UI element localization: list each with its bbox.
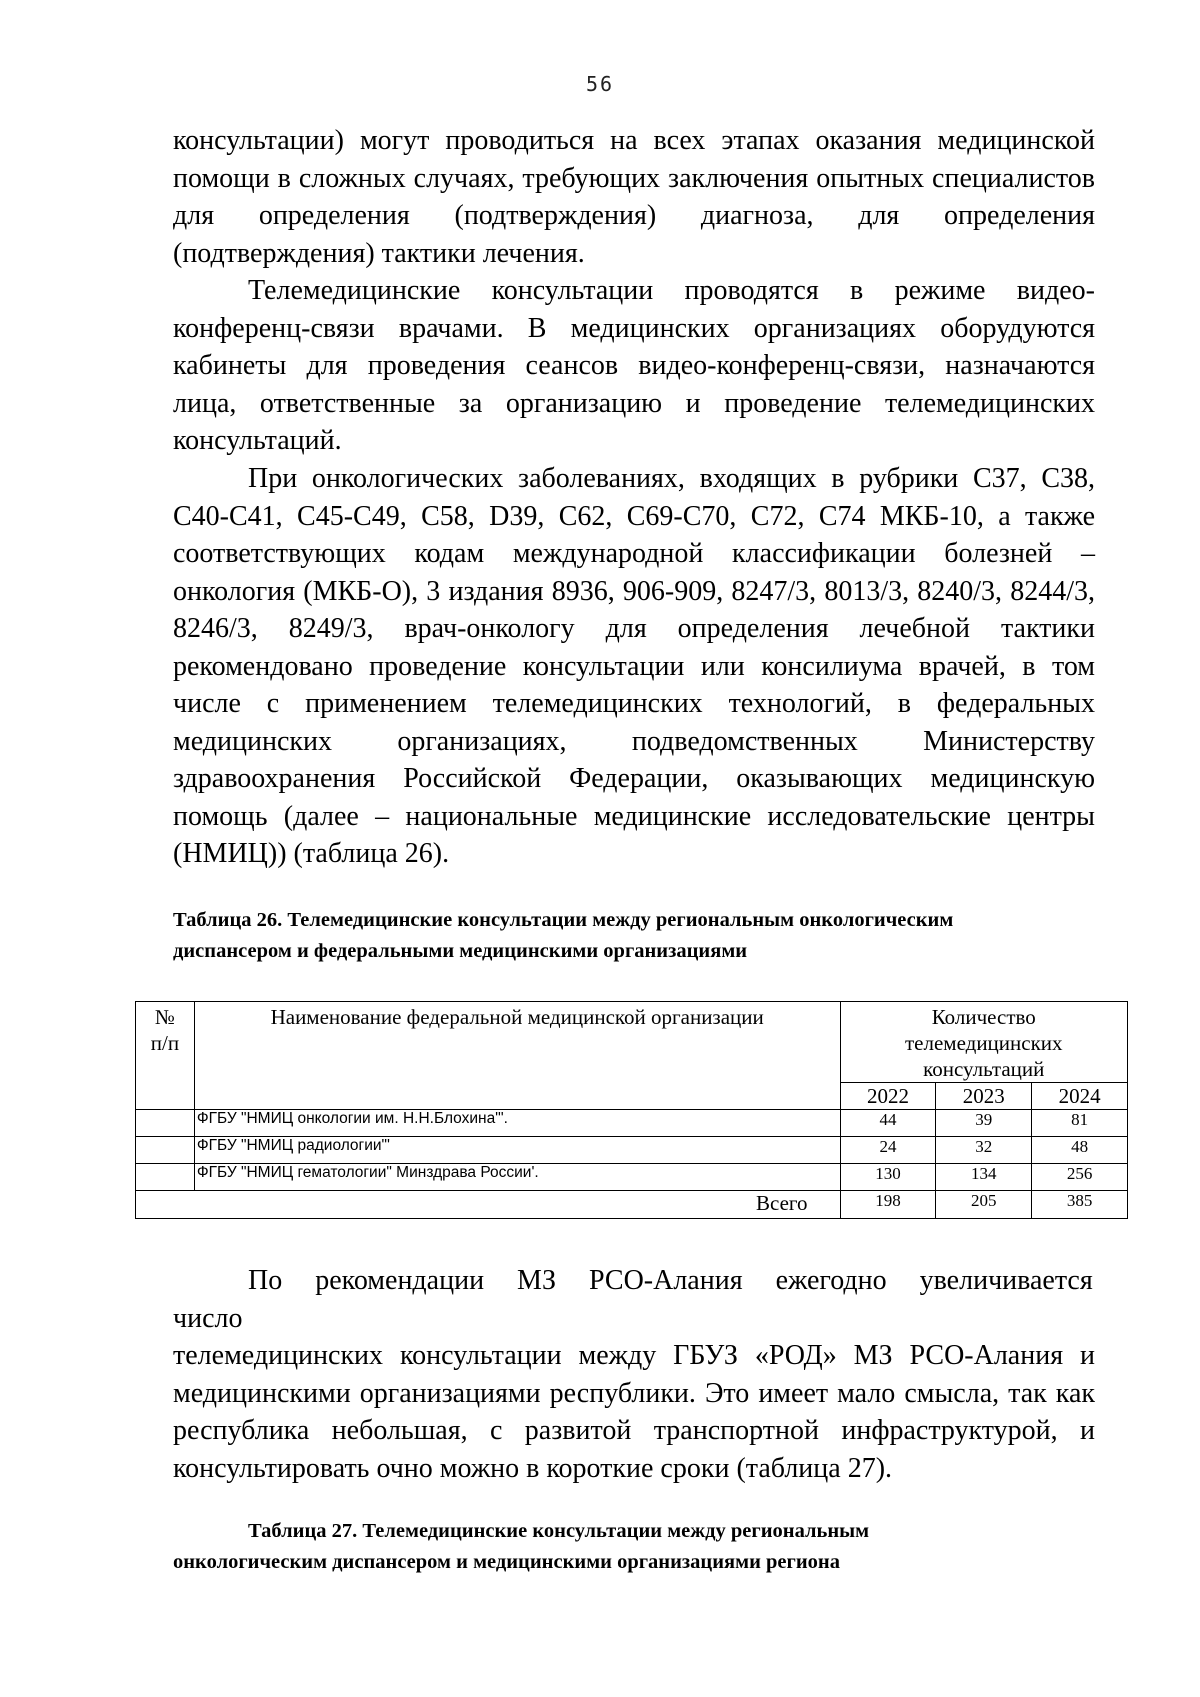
year-2022: 2022 — [840, 1083, 936, 1110]
table27-caption-line1: Таблица 27. Телемедицинские консультации между региональным — [248, 1520, 870, 1542]
header-qty — [840, 1002, 1127, 1083]
table-row — [136, 1110, 1128, 1137]
paragraph-4-line2: число — [173, 1302, 243, 1334]
header-qty-line2: телемедицинских — [905, 1031, 1063, 1055]
row-num — [136, 1164, 195, 1191]
total-2023: 205 — [936, 1191, 1032, 1219]
value-2023: 134 — [936, 1164, 1032, 1191]
value-2024: 256 — [1032, 1164, 1128, 1191]
table27-caption — [173, 1516, 1093, 1578]
paragraph-4 — [173, 1262, 1095, 1487]
page-number: 56 — [585, 72, 615, 96]
table26 — [135, 1001, 1128, 1219]
row-num — [136, 1137, 195, 1164]
value-2022: 44 — [840, 1110, 936, 1137]
year-2023: 2023 — [936, 1083, 1032, 1110]
header-qty-line1: Количество — [931, 1005, 1036, 1029]
value-2023: 39 — [936, 1110, 1032, 1137]
paragraph-1: консультации) могут проводиться на всех этапах оказания медицинской помощи в сложных случаях, требующих заключения опытных специалистов для определения (подтверждения) диагноза, для определения (подтверждения) тактики лечения. — [173, 125, 1095, 269]
table26-caption-line2: диспансером и федеральными медицинскими организациями — [173, 940, 748, 962]
header-name: Наименование федеральной медицинской организации — [194, 1002, 840, 1110]
total-2022: 198 — [840, 1191, 936, 1219]
paragraph-3: При онкологических заболеваниях, входящих в рубрики С37, С38, С40-С41, С45-С49, С58, D39, С62, С69-С70, С72, С74 МКБ-10, а также соответствующих кодам международной классификации болезней – онкология (МКБ-О), 3 издания 8936, 906-909, 8247/3, 8013/3, 8240/3, 8244/3, 8246/3, 8249/3, врач-онкологу для определения лечебной тактики рекомендовано проведение консультации или консилиума врачей, в том числе с применением телемедицинских технологий, в федеральных медицинских организациях, подведомственных Министерству здравоохранения Российской Федерации, оказывающих медицинскую помощь (далее – национальные медицинские исследовательские центры (НМИЦ)) (таблица 26). — [173, 463, 1095, 869]
org-name: ФГБУ "НМИЦ онкологии им. Н.Н.Блохина"'. — [194, 1110, 840, 1137]
paragraph-2: Телемедицинские консультации проводятся в режиме видео-конференц-связи врачами. В медицинских организациях оборудуются кабинеты для проведения сеансов видео-конференц-связи, назначаются лица, ответственные за организацию и проведение телемедицинских консультаций. — [173, 275, 1095, 456]
header-num-line2: п/п — [150, 1031, 180, 1055]
header-qty-line3: консультаций — [923, 1057, 1045, 1081]
year-2024: 2024 — [1032, 1083, 1128, 1110]
org-name: ФГБУ "НМИЦ радиологии"' — [194, 1137, 840, 1164]
header-num-line1: № — [154, 1005, 175, 1029]
value-2023: 32 — [936, 1137, 1032, 1164]
paragraph-4-rest: телемедицинских консультации между ГБУЗ «РОД» МЗ РСО-Алания и медицинскими организациями республики. Это имеет мало смысла, так как республика небольшая, с развитой транспортной инфраструктурой, и консультировать очно можно в короткие сроки (таблица 27). — [173, 1340, 1095, 1484]
value-2022: 130 — [840, 1164, 936, 1191]
table26-caption — [173, 905, 1093, 967]
table-row — [136, 1137, 1128, 1164]
header-num — [136, 1002, 195, 1110]
total-row — [136, 1191, 1128, 1219]
p4-line1-text: По рекомендации МЗ РСО-Алания ежегодно увеличивается — [248, 1265, 1093, 1296]
value-2024: 48 — [1032, 1137, 1128, 1164]
paragraph-4-line1 — [173, 1262, 1095, 1300]
total-2024: 385 — [1032, 1191, 1128, 1219]
value-2022: 24 — [840, 1137, 936, 1164]
table27-caption-line2: онкологическим диспансером и медицинскими организациями региона — [173, 1551, 840, 1573]
table-row — [136, 1164, 1128, 1191]
row-num — [136, 1110, 195, 1137]
total-label: Всего — [136, 1191, 841, 1219]
value-2024: 81 — [1032, 1110, 1128, 1137]
org-name: ФГБУ "НМИЦ гематологии" Минздрава России'. — [194, 1164, 840, 1191]
table26-caption-line1: Таблица 26. Телемедицинские консультации между региональным онкологическим — [173, 909, 954, 931]
